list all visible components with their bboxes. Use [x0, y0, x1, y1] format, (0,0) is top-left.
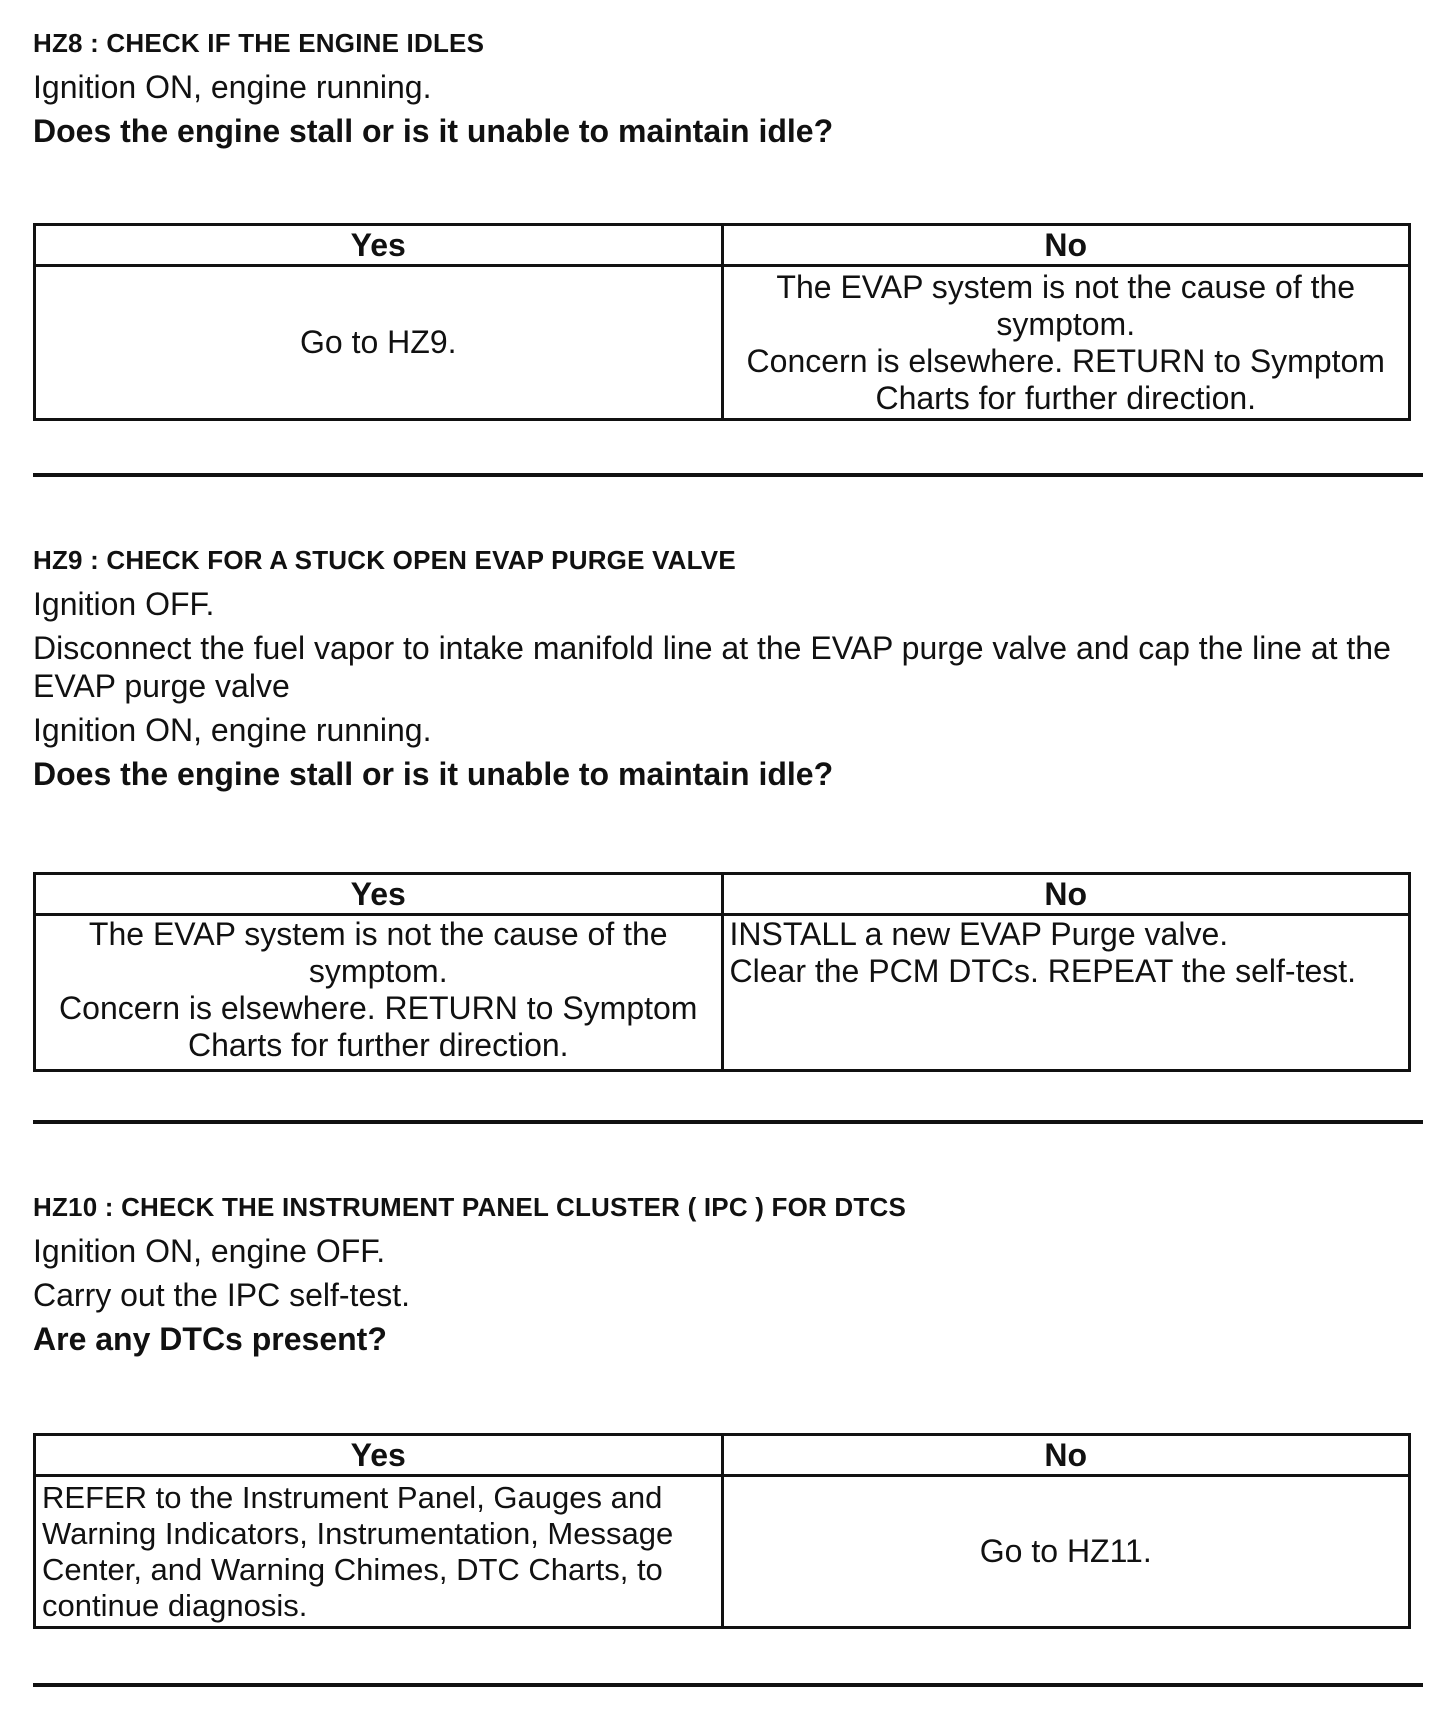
step-title: HZ9 : CHECK FOR A STUCK OPEN EVAP PURGE VALVE: [33, 545, 736, 575]
no-header: No: [722, 874, 1410, 915]
instruction-line: Ignition ON, engine OFF.: [33, 1233, 386, 1269]
no-cell: [722, 1476, 1410, 1628]
yes-header: Yes: [35, 1435, 723, 1476]
no-text: The EVAP system is not the cause of the symptom.: [776, 268, 1356, 342]
step-hz10-body: [33, 1192, 1423, 1358]
instruction-line: Disconnect the fuel vapor to intake manifold line at the EVAP purge valve and cap the line at the EVAP purge valve: [33, 630, 1391, 704]
question: Does the engine stall or is it unable to maintain idle?: [33, 756, 834, 792]
yes-cell: [35, 1476, 723, 1628]
yes-text: Go to HZ9.: [300, 324, 457, 360]
question: Are any DTCs present?: [33, 1321, 387, 1357]
yes-no-table: [33, 872, 1411, 1072]
table-row: [35, 1476, 1410, 1628]
no-header: No: [722, 225, 1410, 266]
step-hz9-body: [33, 545, 1423, 793]
step-title: HZ10 : CHECK THE INSTRUMENT PANEL CLUSTER ( IPC ) FOR DTCS: [33, 1192, 906, 1222]
question: Does the engine stall or is it unable to maintain idle?: [33, 113, 834, 149]
table-header-row: [35, 1435, 1410, 1476]
table-header-row: [35, 225, 1410, 266]
yes-text: Concern is elsewhere. RETURN to Symptom Charts for further direction.: [59, 990, 698, 1063]
yes-text: The EVAP system is not the cause of the symptom.: [88, 916, 668, 989]
no-cell: [722, 266, 1410, 420]
instruction-line: Ignition ON, engine running.: [33, 712, 432, 748]
yes-text: REFER to the Instrument Panel, Gauges and Warning Indicators, Instrumentation, Message Center, and Warning Chimes, DTC Charts, to continue diagnosis.: [42, 1479, 674, 1623]
instruction-line: Ignition ON, engine running.: [33, 69, 432, 105]
table-row: [35, 915, 1410, 1071]
no-text: Clear the PCM DTCs. REPEAT the self-test.: [729, 953, 1357, 989]
section-divider: [33, 1683, 1423, 1687]
yes-cell: [35, 915, 723, 1071]
yes-cell: [35, 266, 723, 420]
step-title: HZ8 : CHECK IF THE ENGINE IDLES: [33, 28, 485, 58]
no-text: INSTALL a new EVAP Purge valve.: [729, 916, 1229, 952]
no-header: No: [722, 1435, 1410, 1476]
no-text: Concern is elsewhere. RETURN to Symptom Charts for further direction.: [746, 342, 1385, 416]
instruction-line: Ignition OFF.: [33, 586, 215, 622]
yes-no-table: [33, 223, 1411, 421]
section-divider: [33, 473, 1423, 477]
no-text: Go to HZ11.: [979, 1533, 1152, 1569]
yes-header: Yes: [35, 225, 723, 266]
step-hz8-body: [33, 28, 1423, 150]
no-cell: [722, 915, 1410, 1071]
section-divider: [33, 1120, 1423, 1124]
table-row: [35, 266, 1410, 420]
table-header-row: [35, 874, 1410, 915]
yes-no-table: [33, 1433, 1411, 1629]
instruction-line: Carry out the IPC self-test.: [33, 1277, 411, 1313]
yes-header: Yes: [35, 874, 723, 915]
